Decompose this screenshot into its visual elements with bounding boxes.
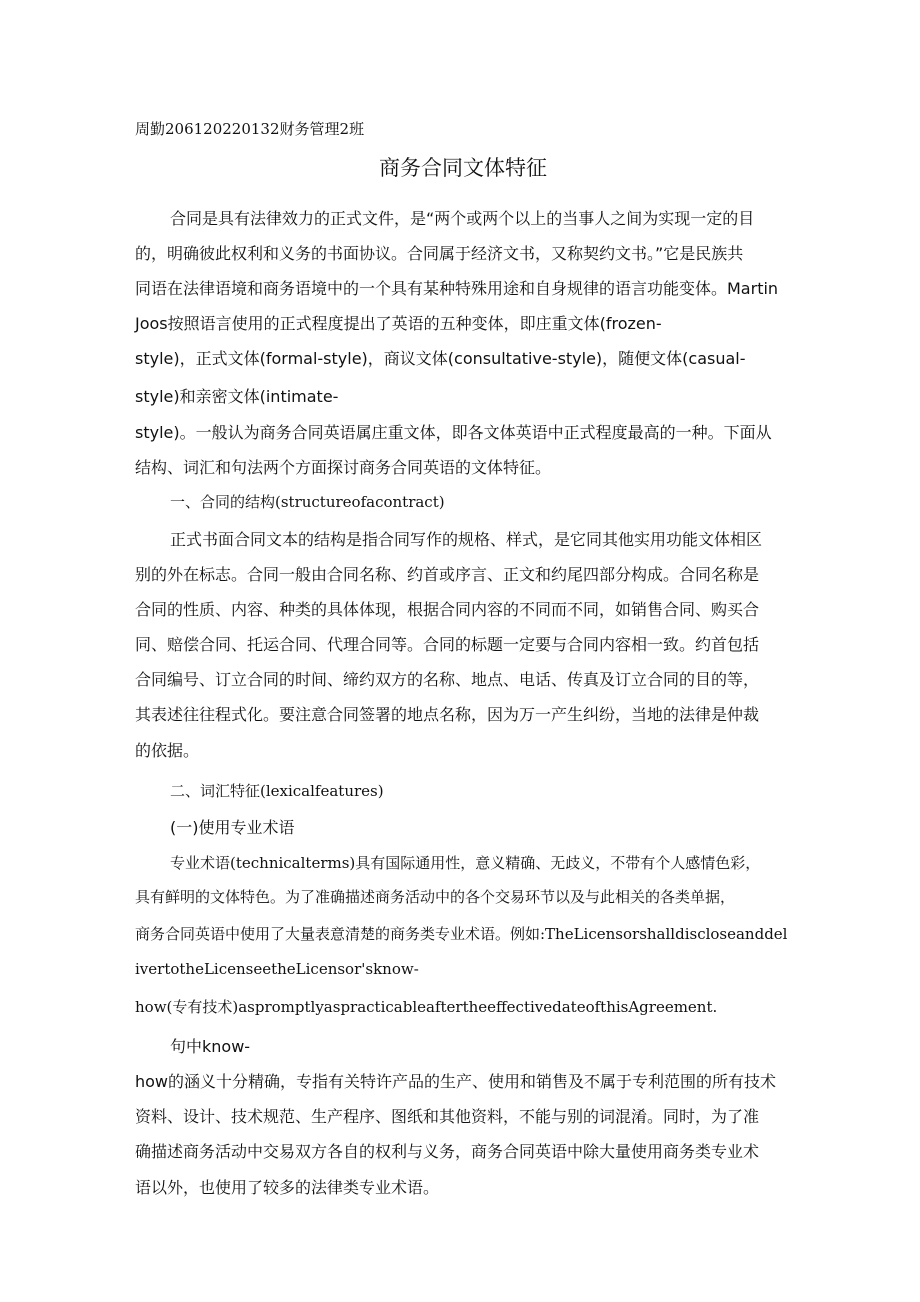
section1-line: 的依据。 [135,741,200,760]
subsection1-cont-line: 确描述商务活动中交易双方各自的权利与义务，商务合同英语中除大量使用商务类专业术 [135,1142,760,1161]
subsection1-cont-line: 资料、设计、技术规范、生产程序、图纸和其他资料，不能与别的词混淆。同时，为了准 [135,1107,760,1126]
intro-line: style)，正式文体(formal-style)，商议文体(consultative-style)，随便文体(casual- [135,349,746,368]
author-line: 周勤206120220132财务管理2班 [135,120,365,138]
section-heading-lexical: 二、词汇特征(lexicalfeatures) [170,782,384,800]
section1-line: 合同编号、订立合同的时间、缔约双方的名称、地点、电话、传真及订立合同的目的等， [135,670,760,689]
subsection1-line: 专业术语(technicalterms)具有国际通用性，意义精确、无歧义，不带有个人感情色彩， [170,854,761,872]
intro-line: 的，明确彼此权利和义务的书面协议。合同属于经济文书，又称契约文书。”它是民族共 [135,244,744,263]
subsection1-line: how(专有技术)aspromptlyaspracticableaftertheeffectivedateofthisAgreement. [135,998,718,1016]
section1-line: 合同的性质、内容、种类的具体体现，根据合同内容的不同而不同，如销售合同、购买合 [135,600,760,619]
subsection1-cont-line: 语以外，也使用了较多的法律类专业术语。 [135,1178,440,1197]
section-heading-structure: 一、合同的结构(structureofacontract) [170,493,445,511]
subsection1-line: ivertotheLicenseetheLicensor'sknow- [135,960,419,978]
section1-line: 其表述往往程式化。要注意合同签署的地点名称，因为万一产生纠纷，当地的法律是仲裁 [135,705,760,724]
subsection1-cont-line: 句中know- [170,1037,251,1056]
document-title: 商务合同文体特征 [379,156,547,180]
intro-line: 合同是具有法律效力的正式文件，是“两个或两个以上的当事人之间为实现一定的目 [170,209,755,228]
subsection1-cont-line: how的涵义十分精确，专指有关特许产品的生产、使用和销售及不属于专利范围的所有技术 [135,1072,777,1091]
subsection1-line: 商务合同英语中使用了大量表意清楚的商务类专业术语。例如:TheLicensorshalldiscloseanddel [135,925,788,943]
intro-line: style)。一般认为商务合同英语属庄重文体，即各文体英语中正式程度最高的一种。下面从 [135,423,772,442]
section1-line: 别的外在标志。合同一般由合同名称、约首或序言、正文和约尾四部分构成。合同名称是 [135,565,760,584]
intro-line: 结构、词汇和句法两个方面探讨商务合同英语的文体特征。 [135,458,552,477]
intro-line: Joos按照语言使用的正式程度提出了英语的五种变体，即庄重文体(frozen- [135,314,662,333]
section1-line: 正式书面合同文本的结构是指合同写作的规格、样式，是它同其他实用功能文体相区 [170,530,763,549]
subsection1-line: 具有鲜明的文体特色。为了准确描述商务活动中的各个交易环节以及与此相关的各类单据， [135,888,736,906]
subsection-heading-terms: (一)使用专业术语 [170,818,295,837]
intro-line: style)和亲密文体(intimate- [135,387,339,406]
section1-line: 同、赔偿合同、托运合同、代理合同等。合同的标题一定要与合同内容相一致。约首包括 [135,635,760,654]
intro-line: 同语在法律语境和商务语境中的一个具有某种特殊用途和自身规律的语言功能变体。Martin [135,279,779,298]
